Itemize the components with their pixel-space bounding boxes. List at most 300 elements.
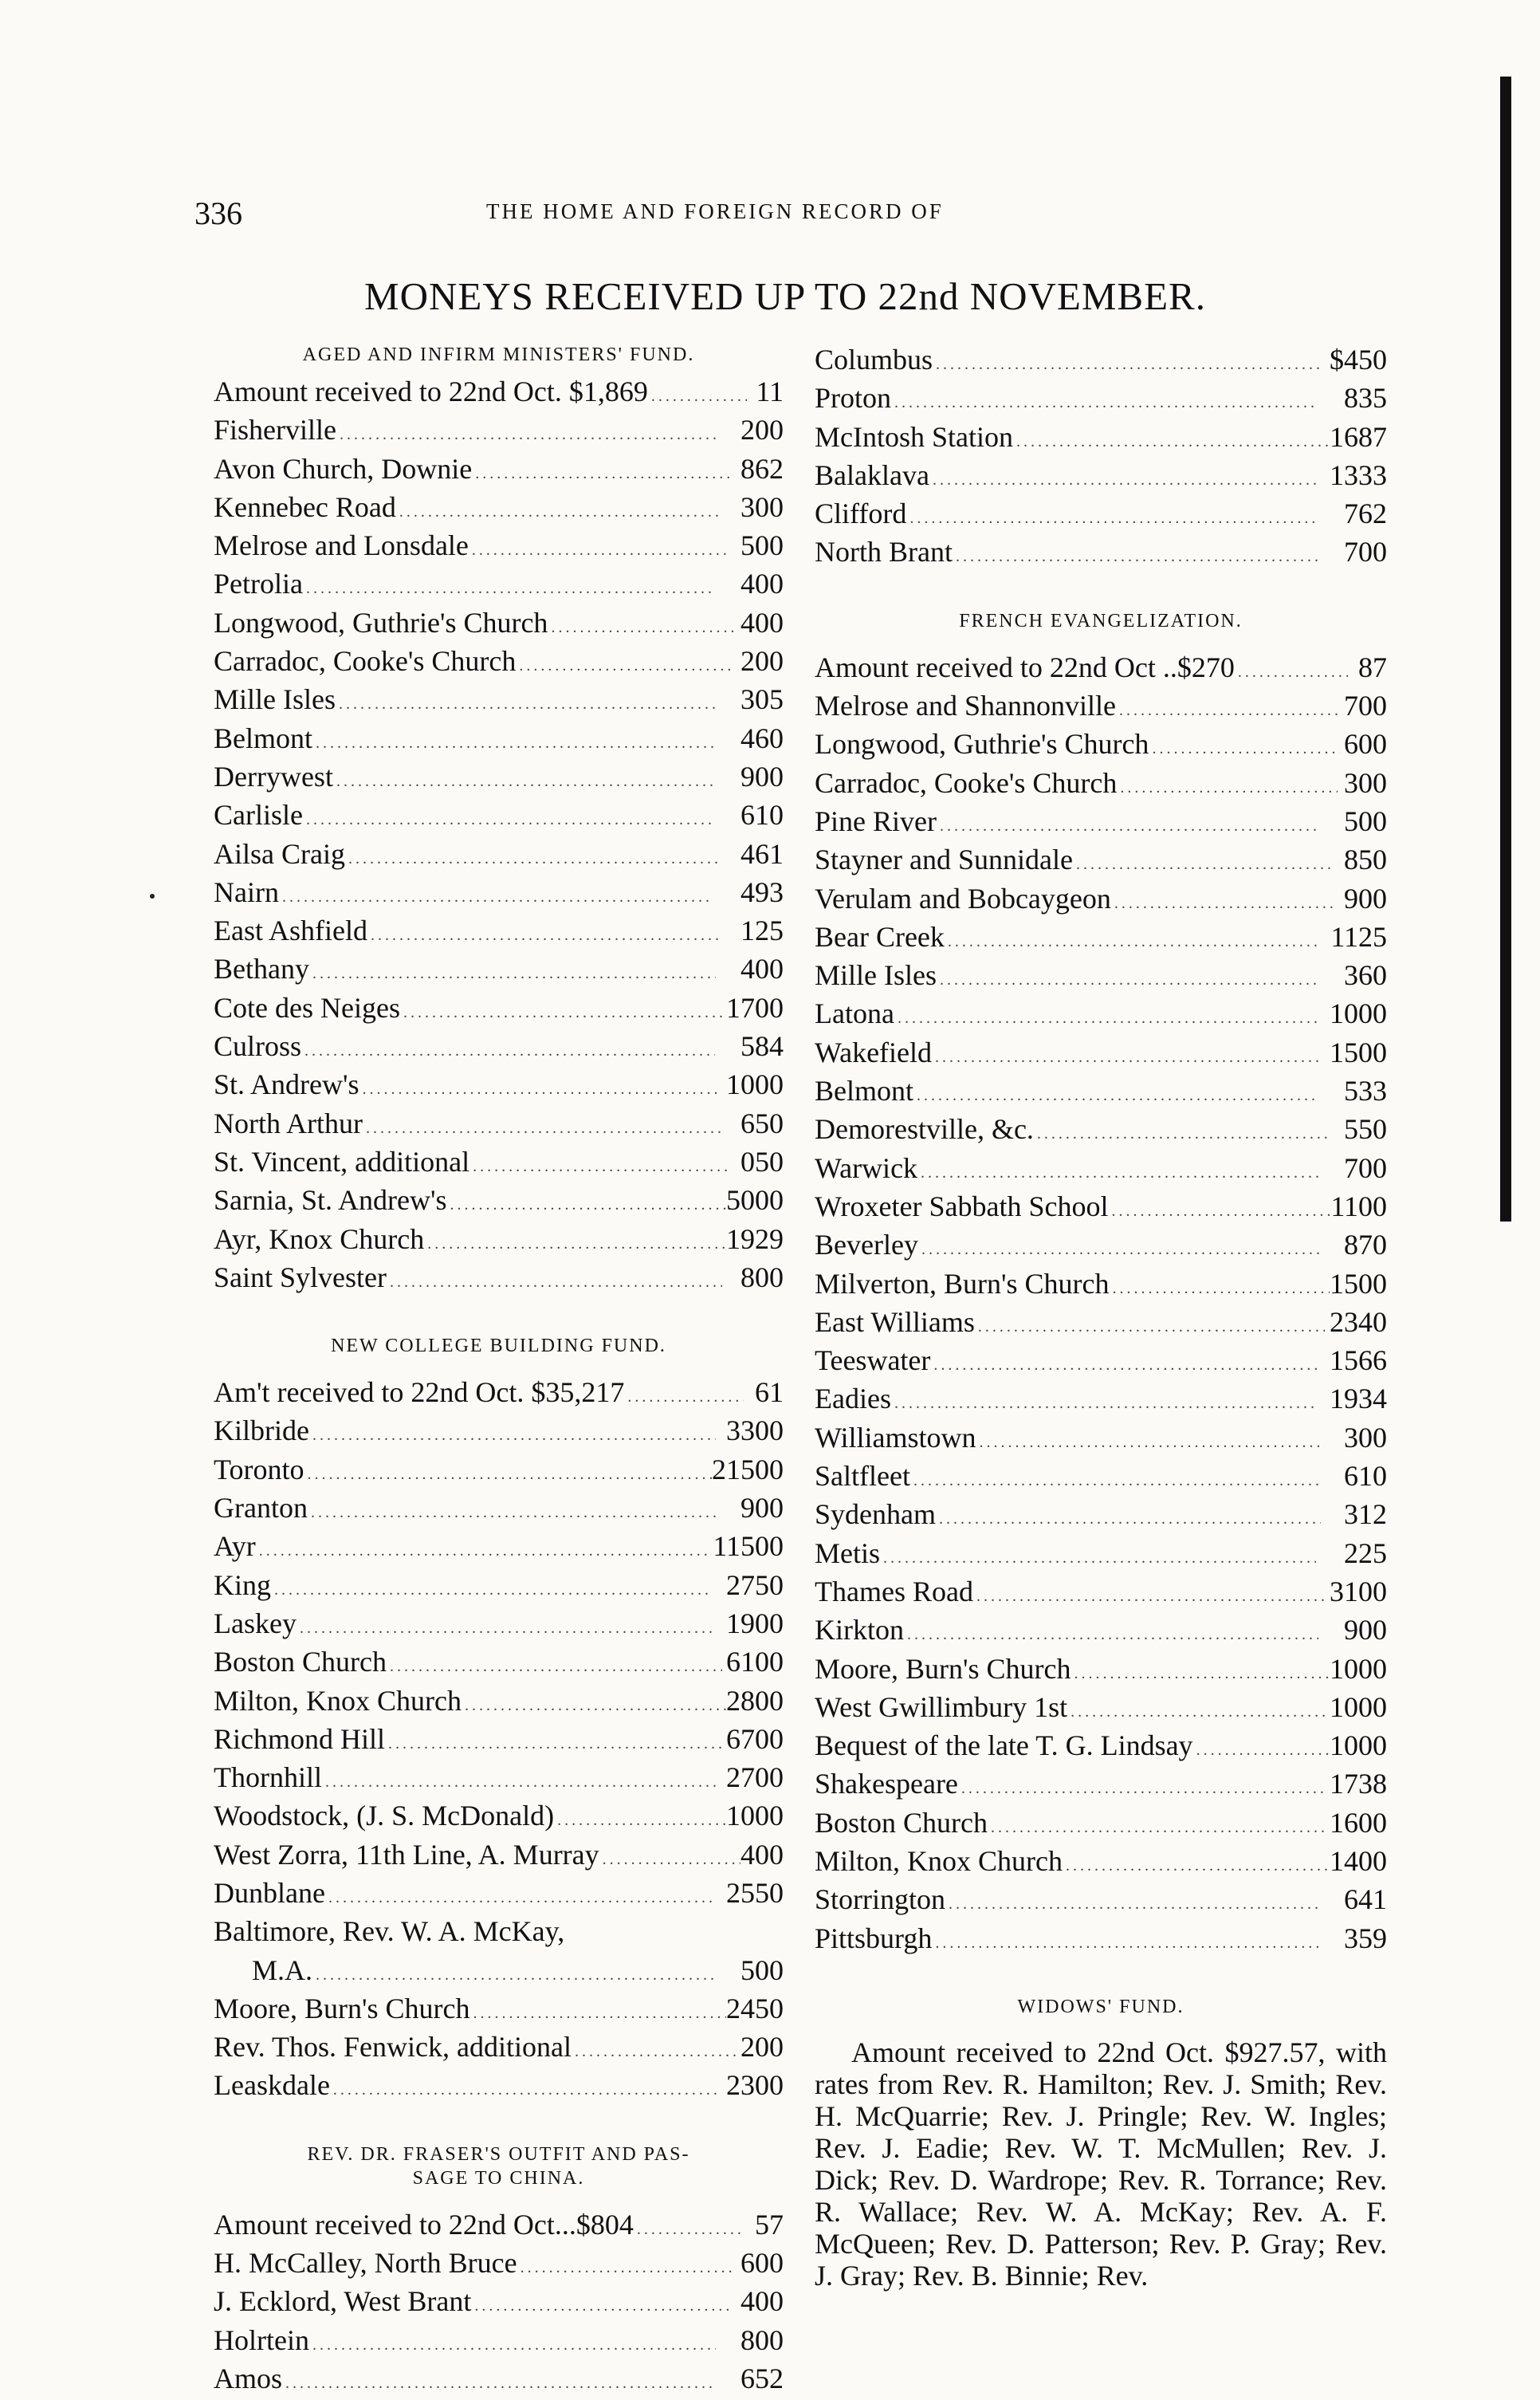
entry-cents: 25 bbox=[755, 915, 784, 947]
entry-cents: 00 bbox=[755, 1684, 784, 1717]
ledger-entry bbox=[214, 991, 784, 1029]
ledger-entry bbox=[214, 1876, 784, 1914]
leader-dots bbox=[304, 1458, 712, 1491]
ledger-entry bbox=[815, 843, 1387, 881]
entry-label: Proton bbox=[815, 382, 892, 415]
running-head: THE HOME AND FOREIGN RECORD OF bbox=[486, 199, 944, 223]
entry-cents: 50 bbox=[1358, 844, 1387, 876]
ledger-entry bbox=[815, 1883, 1387, 1921]
entry-cents: 38 bbox=[1358, 1768, 1387, 1800]
ledger-entry bbox=[214, 1914, 784, 1953]
leader-dots bbox=[913, 1079, 1319, 1112]
fraser-fund-heading-line1: REV. DR. FRASER'S OUTFIT AND PAS- bbox=[307, 2143, 690, 2165]
leader-dots bbox=[333, 765, 717, 798]
ledger-entry bbox=[815, 1575, 1387, 1613]
entry-label: Boston Church bbox=[214, 1646, 387, 1678]
ledger-entry bbox=[815, 458, 1387, 497]
ledger-entry bbox=[214, 1722, 784, 1761]
entry-label: Amount received to 22nd Oct ..$270 bbox=[815, 651, 1235, 683]
leader-dots bbox=[933, 348, 1321, 381]
entry-dollars: 15 bbox=[1330, 1344, 1358, 1377]
entry-dollars: 8 bbox=[1344, 844, 1358, 876]
ledger-entry bbox=[815, 1190, 1387, 1228]
leader-dots bbox=[387, 1265, 722, 1299]
entry-cents: 11 bbox=[756, 376, 784, 407]
entry-dollars: 13 bbox=[1330, 458, 1358, 491]
entry-label: Thames Road bbox=[815, 1575, 973, 1607]
entry-cents: 50 bbox=[755, 1107, 784, 1139]
leader-dots bbox=[932, 1926, 1321, 1960]
french-fund-heading: FRENCH EVANGELIZATION. bbox=[959, 610, 1243, 631]
entry-dollars: 4 bbox=[741, 875, 755, 908]
entry-dollars: 5 bbox=[1344, 805, 1358, 837]
ledger-entry bbox=[815, 805, 1387, 843]
entry-cents: 00 bbox=[1358, 805, 1387, 837]
ledger-entry bbox=[815, 920, 1387, 958]
entry-label: Williamstown bbox=[815, 1421, 976, 1454]
leader-dots bbox=[1111, 887, 1337, 920]
leader-dots bbox=[988, 1811, 1326, 1844]
entry-label: Ayr bbox=[214, 1530, 256, 1563]
leader-dots bbox=[936, 1502, 1321, 1536]
entry-cents: 00 bbox=[755, 2247, 784, 2280]
ledger-entry bbox=[815, 497, 1387, 535]
entry-dollars: 8 bbox=[741, 2323, 755, 2356]
entry-label: Belmont bbox=[815, 1075, 913, 1108]
entry-cents: 00 bbox=[755, 2069, 784, 2102]
entry-dollars: 5 bbox=[1344, 1075, 1358, 1108]
entry-dollars: 0 bbox=[741, 1145, 755, 1178]
entry-dollars: 1 bbox=[741, 915, 755, 947]
leader-dots bbox=[279, 880, 713, 914]
entry-cents: 00 bbox=[755, 1761, 784, 1794]
ledger-entry bbox=[815, 1613, 1387, 1651]
ledger-entry bbox=[214, 1183, 784, 1222]
entry-dollars: 16 bbox=[1330, 420, 1358, 453]
ledger-entry bbox=[815, 1497, 1387, 1536]
entry-label: Am't received to 22nd Oct. $35,217 bbox=[214, 1376, 625, 1409]
entry-dollars: 7 bbox=[1344, 536, 1358, 569]
ledger-entry bbox=[214, 1414, 784, 1452]
entry-label: Eadies bbox=[815, 1383, 891, 1415]
leader-dots bbox=[367, 919, 721, 952]
ledger-entry bbox=[214, 529, 784, 567]
entry-cents: 60 bbox=[1358, 959, 1387, 992]
leader-dots bbox=[945, 925, 1322, 958]
entry-cents: 00 bbox=[755, 1838, 784, 1871]
entry-cents: 00 bbox=[755, 953, 784, 986]
leader-dots bbox=[400, 996, 724, 1029]
entry-dollars: 4 bbox=[741, 953, 755, 986]
leader-dots bbox=[648, 380, 747, 413]
entry-cents: 00 bbox=[755, 490, 784, 523]
entry-label: Derrywest bbox=[214, 760, 333, 793]
ledger-entry bbox=[815, 1074, 1387, 1112]
leader-dots bbox=[910, 1464, 1318, 1497]
ledger-entry bbox=[815, 1652, 1387, 1690]
entry-label: Amos bbox=[214, 2362, 283, 2394]
entry-label: King bbox=[214, 1568, 271, 1601]
leader-dots bbox=[322, 1765, 717, 1799]
entry-dollars: 9 bbox=[1344, 1614, 1358, 1647]
leader-dots bbox=[930, 1348, 1320, 1382]
leader-dots bbox=[917, 1156, 1319, 1190]
entry-dollars: 10 bbox=[726, 1800, 755, 1832]
leader-dots bbox=[1235, 655, 1348, 689]
ledger-entry bbox=[214, 1799, 784, 1837]
entry-cents: 00 bbox=[755, 760, 784, 793]
entry-label: J. Ecklord, West Brant bbox=[214, 2285, 472, 2318]
entry-cents: 00 bbox=[755, 1953, 784, 1986]
leader-dots bbox=[1108, 1194, 1330, 1228]
entry-dollars: 23 bbox=[726, 2069, 755, 2102]
entry-label: Carradoc, Cooke's Church bbox=[214, 645, 517, 678]
entry-dollars: 8 bbox=[741, 452, 755, 485]
entry-cents: 00 bbox=[755, 1184, 784, 1217]
entry-dollars: 7 bbox=[1344, 498, 1358, 530]
entry-label: Bear Creek bbox=[815, 920, 945, 953]
ledger-entry bbox=[815, 1228, 1387, 1266]
ledger-entry bbox=[815, 1536, 1387, 1575]
entry-dollars: 6 bbox=[1344, 1883, 1358, 1916]
entry-cents: 35 bbox=[1358, 382, 1387, 415]
entry-dollars: 24 bbox=[726, 1992, 755, 2024]
entry-label: Beverley bbox=[815, 1229, 918, 1261]
entry-dollars: 33 bbox=[726, 1414, 755, 1447]
entry-label: St. Vincent, additional bbox=[214, 1145, 470, 1178]
entry-cents: 00 bbox=[1358, 1844, 1387, 1877]
entry-cents: 00 bbox=[755, 1530, 784, 1563]
entry-cents: 50 bbox=[1358, 1113, 1387, 1146]
entry-label: Ayr, Knox Church bbox=[214, 1222, 425, 1255]
leader-dots bbox=[297, 1611, 714, 1645]
leader-dots bbox=[330, 2073, 717, 2107]
entry-cents: 00 bbox=[755, 606, 784, 639]
widows-fund-heading: WIDOWS' FUND. bbox=[1017, 1996, 1184, 2017]
entry-cents: 61 bbox=[755, 1376, 784, 1409]
page-title: MONEYS RECEIVED UP TO 22nd NOVEMBER. bbox=[364, 274, 1206, 318]
entry-label: M.A. bbox=[252, 1953, 313, 1986]
entry-cents: 00 bbox=[755, 1800, 784, 1832]
entry-label: Pine River bbox=[815, 805, 937, 837]
leader-dots bbox=[891, 386, 1317, 419]
entry-label: East Williams bbox=[815, 1305, 975, 1338]
entry-label: Latona bbox=[815, 997, 894, 1030]
entry-label: Holrtein bbox=[214, 2323, 309, 2356]
entry-label: Mille Isles bbox=[214, 683, 336, 716]
ledger-entry bbox=[815, 535, 1387, 573]
leader-dots bbox=[309, 957, 716, 990]
leader-dots bbox=[303, 572, 715, 605]
leader-dots bbox=[271, 1573, 712, 1607]
ledger-entry bbox=[815, 1421, 1387, 1459]
entry-cents: 50 bbox=[1358, 344, 1387, 376]
leader-dots bbox=[345, 842, 719, 875]
entry-label: Granton bbox=[214, 1492, 308, 1525]
entry-dollars: 11 bbox=[1330, 920, 1358, 953]
entry-dollars: 50 bbox=[726, 1184, 755, 1217]
entry-dollars: $4 bbox=[1330, 344, 1358, 376]
leader-dots bbox=[958, 1772, 1323, 1805]
entry-dollars: 3 bbox=[1344, 959, 1358, 992]
entry-label: Storrington bbox=[815, 1883, 946, 1916]
leader-dots bbox=[359, 1072, 721, 1106]
ledger-entry bbox=[214, 2030, 784, 2068]
ledger-entry bbox=[214, 1261, 784, 1299]
entry-cents: 62 bbox=[755, 452, 784, 485]
ledger-entry bbox=[214, 722, 784, 760]
leader-dots bbox=[301, 1034, 715, 1068]
leader-dots bbox=[973, 1580, 1325, 1613]
entry-cents: 25 bbox=[1358, 1536, 1387, 1569]
entry-dollars: 4 bbox=[741, 2285, 755, 2318]
entry-cents: 12 bbox=[1358, 1498, 1387, 1531]
entry-label: St. Andrew's bbox=[214, 1068, 359, 1101]
entry-label: Toronto bbox=[214, 1453, 304, 1485]
entry-dollars: 3 bbox=[1344, 766, 1358, 799]
entry-dollars: 27 bbox=[726, 1568, 755, 1601]
ledger-entry bbox=[214, 1029, 784, 1068]
entry-label: Fisherville bbox=[214, 414, 336, 447]
right-column bbox=[815, 343, 1387, 2292]
ledger-entry bbox=[815, 1112, 1387, 1151]
entry-cents: 87 bbox=[1358, 420, 1387, 453]
ledger-entry bbox=[815, 1729, 1387, 1767]
college-fund-heading: NEW COLLEGE BUILDING FUND. bbox=[331, 1336, 666, 1357]
entry-dollars: 3 bbox=[741, 683, 755, 716]
entry-cents: 00 bbox=[755, 529, 784, 562]
entry-label: Warwick bbox=[815, 1151, 918, 1184]
ledger-entry bbox=[214, 2246, 784, 2284]
ledger-entry bbox=[815, 1459, 1387, 1497]
entry-label: West Zorra, 11th Line, A. Murray bbox=[214, 1838, 599, 1871]
entry-cents: 33 bbox=[1358, 1075, 1387, 1108]
entry-cents: 00 bbox=[1358, 1806, 1387, 1839]
ledger-entry bbox=[815, 1267, 1387, 1305]
entry-label: Ailsa Craig bbox=[214, 837, 345, 870]
entry-dollars: 19 bbox=[726, 1607, 755, 1639]
leader-dots bbox=[471, 2289, 730, 2323]
left-column bbox=[214, 343, 784, 2400]
ledger-entry bbox=[214, 2068, 784, 2107]
leader-dots bbox=[1073, 848, 1334, 881]
entry-label: Culross bbox=[214, 1030, 302, 1063]
entry-dollars: 67 bbox=[726, 1722, 755, 1755]
entry-dollars: 7 bbox=[1344, 690, 1358, 722]
entry-dollars: 16 bbox=[1330, 1806, 1358, 1839]
page-number: 336 bbox=[194, 195, 242, 231]
leader-dots bbox=[469, 1997, 726, 2030]
entry-label: Woodstock, (J. S. McDonald) bbox=[214, 1800, 555, 1832]
entry-label: Kirkton bbox=[815, 1614, 904, 1647]
entry-cents: 00 bbox=[1358, 1614, 1387, 1647]
entry-label: Pittsburgh bbox=[815, 1922, 933, 1954]
entry-dollars: 6 bbox=[741, 799, 755, 832]
ledger-entry bbox=[214, 375, 784, 413]
leader-dots bbox=[975, 1310, 1325, 1344]
ledger-entry bbox=[214, 490, 784, 529]
entry-dollars: 19 bbox=[1330, 1383, 1358, 1415]
leader-dots bbox=[548, 611, 737, 644]
entry-cents: 59 bbox=[1358, 1922, 1387, 1954]
leader-dots bbox=[472, 457, 730, 490]
entry-dollars: 2 bbox=[741, 414, 755, 447]
leader-dots bbox=[1013, 425, 1328, 458]
leader-dots bbox=[1116, 694, 1338, 727]
entry-cents: 00 bbox=[1358, 1036, 1387, 1068]
entry-cents: 00 bbox=[755, 2323, 784, 2356]
leader-dots bbox=[1149, 732, 1340, 765]
ledger-entry bbox=[815, 1151, 1387, 1190]
entry-cents: 00 bbox=[1358, 1267, 1387, 1300]
leader-dots bbox=[516, 649, 734, 683]
entry-label: Dunblane bbox=[214, 1876, 325, 1909]
entry-dollars: 4 bbox=[741, 568, 755, 600]
entry-label: Bequest of the late T. G. Lindsay bbox=[815, 1729, 1193, 1762]
ledger-entry bbox=[815, 1690, 1387, 1729]
leader-dots bbox=[312, 1958, 716, 1992]
entry-label: Thornhill bbox=[214, 1761, 322, 1794]
entry-cents: 00 bbox=[755, 1261, 784, 1293]
entry-cents: 00 bbox=[1358, 766, 1387, 799]
leader-dots bbox=[904, 1618, 1318, 1651]
entry-cents: 00 bbox=[755, 1068, 784, 1101]
entry-label: Stayner and Sunnidale bbox=[815, 844, 1073, 876]
leader-dots bbox=[282, 2367, 713, 2400]
entry-cents: 00 bbox=[1358, 1575, 1387, 1607]
entry-label: Longwood, Guthrie's Church bbox=[815, 728, 1149, 761]
entry-dollars: 17 bbox=[726, 991, 755, 1024]
entry-dollars: 215 bbox=[712, 1453, 755, 1485]
entry-cents: 29 bbox=[755, 1222, 784, 1255]
entry-cents: 70 bbox=[1358, 1229, 1387, 1261]
entry-label: Amount received to 22nd Oct. $1,869 bbox=[214, 376, 648, 407]
entry-dollars: 9 bbox=[741, 760, 755, 793]
entry-dollars: 3 bbox=[741, 490, 755, 523]
french-fund-list bbox=[815, 651, 1387, 1960]
entry-cents: 61 bbox=[755, 837, 784, 870]
entry-label: Carlisle bbox=[214, 799, 303, 832]
entry-label: Wakefield bbox=[815, 1036, 933, 1068]
entry-dollars: 6 bbox=[741, 2362, 755, 2394]
entry-label: Kennebec Road bbox=[214, 490, 396, 523]
leader-dots bbox=[918, 1233, 1319, 1266]
leader-dots bbox=[572, 2035, 739, 2068]
entry-dollars: 15 bbox=[1330, 1036, 1358, 1068]
entry-dollars: 5 bbox=[741, 1030, 755, 1063]
ledger-entry bbox=[214, 1607, 784, 1645]
leader-dots bbox=[312, 726, 716, 760]
leader-dots bbox=[1071, 1657, 1330, 1690]
entry-cents: 00 bbox=[755, 1646, 784, 1678]
ledger-entry bbox=[214, 952, 784, 990]
leader-dots bbox=[336, 418, 718, 451]
entry-label: Melrose and Shannonville bbox=[815, 690, 1116, 722]
ledger-entry bbox=[214, 606, 784, 644]
entry-label: Baltimore, Rev. W. A. McKay, bbox=[214, 1915, 565, 1948]
page-edge-shadow bbox=[1500, 77, 1511, 1222]
ledger-entry bbox=[214, 1761, 784, 1799]
leader-dots bbox=[1034, 1117, 1330, 1151]
entry-dollars: 10 bbox=[726, 1068, 755, 1101]
entry-cents: 93 bbox=[755, 875, 784, 908]
ledger-entry bbox=[214, 1838, 784, 1876]
entry-cents: 50 bbox=[755, 1145, 784, 1178]
entry-cents: 52 bbox=[755, 2362, 784, 2394]
entry-cents: 57 bbox=[755, 2208, 784, 2241]
entry-cents: 10 bbox=[1358, 1460, 1387, 1493]
ledger-entry bbox=[815, 1036, 1387, 1074]
ledger-entry bbox=[214, 1568, 784, 1607]
entry-cents: 50 bbox=[755, 1876, 784, 1909]
leader-dots bbox=[891, 1387, 1317, 1420]
ledger-entry bbox=[214, 2323, 784, 2362]
entry-dollars: 14 bbox=[1330, 1844, 1358, 1877]
ledger-entry bbox=[214, 413, 784, 451]
ledger-entry bbox=[815, 689, 1387, 727]
ledger-entry bbox=[214, 2362, 784, 2400]
entry-label: Columbus bbox=[815, 344, 933, 376]
leader-dots bbox=[517, 2251, 734, 2284]
entry-label: Clifford bbox=[815, 498, 907, 530]
ledger-entry bbox=[214, 1684, 784, 1722]
leader-dots bbox=[256, 1534, 711, 1568]
entry-label: Kilbride bbox=[214, 1414, 309, 1447]
entry-label: Wroxeter Sabbath School bbox=[815, 1190, 1109, 1222]
entry-dollars: 8 bbox=[741, 1261, 755, 1293]
leader-dots bbox=[309, 2328, 716, 2362]
entry-dollars: 9 bbox=[1344, 882, 1358, 915]
entry-cents: 00 bbox=[1358, 536, 1387, 569]
ledger-entry bbox=[815, 1806, 1387, 1844]
entry-dollars: 115 bbox=[713, 1530, 755, 1563]
ledger-entry bbox=[214, 2208, 784, 2246]
entry-dollars: 31 bbox=[1330, 1575, 1358, 1607]
ledger-entry bbox=[214, 2284, 784, 2323]
entry-cents: 00 bbox=[1358, 1729, 1387, 1762]
entry-cents: 25 bbox=[1358, 920, 1387, 953]
entry-cents: 66 bbox=[1358, 1344, 1387, 1377]
entry-dollars: 10 bbox=[1330, 1690, 1358, 1723]
ledger-entry bbox=[815, 882, 1387, 920]
entry-label: Laskey bbox=[214, 1607, 297, 1639]
entry-cents: 60 bbox=[755, 722, 784, 754]
leader-dots bbox=[446, 1188, 726, 1222]
leader-dots bbox=[462, 1689, 726, 1722]
entry-cents: 00 bbox=[755, 414, 784, 447]
entry-cents: 33 bbox=[1358, 458, 1387, 491]
ledger-entry bbox=[815, 381, 1387, 419]
entry-label: Demorestville, &c. bbox=[815, 1113, 1034, 1146]
aged-fund-continued-list bbox=[815, 343, 1387, 574]
entry-label: Petrolia bbox=[214, 568, 303, 600]
leader-dots bbox=[634, 2213, 744, 2246]
entry-dollars: 17 bbox=[1330, 1768, 1358, 1800]
ledger-entry bbox=[815, 766, 1387, 805]
ledger-entry bbox=[214, 1645, 784, 1683]
leader-dots bbox=[424, 1227, 725, 1261]
ledger-entry bbox=[214, 1529, 784, 1568]
entry-dollars: 4 bbox=[741, 837, 755, 870]
entry-label: Cote des Neiges bbox=[214, 991, 400, 1024]
ledger-entry bbox=[815, 420, 1387, 458]
ledger-entry bbox=[214, 1375, 784, 1414]
entry-label: Milverton, Burn's Church bbox=[815, 1267, 1110, 1300]
entry-dollars: 7 bbox=[1344, 1151, 1358, 1184]
ledger-entry bbox=[214, 1453, 784, 1491]
entry-cents: 05 bbox=[755, 683, 784, 716]
ledger-entry bbox=[214, 1145, 784, 1183]
